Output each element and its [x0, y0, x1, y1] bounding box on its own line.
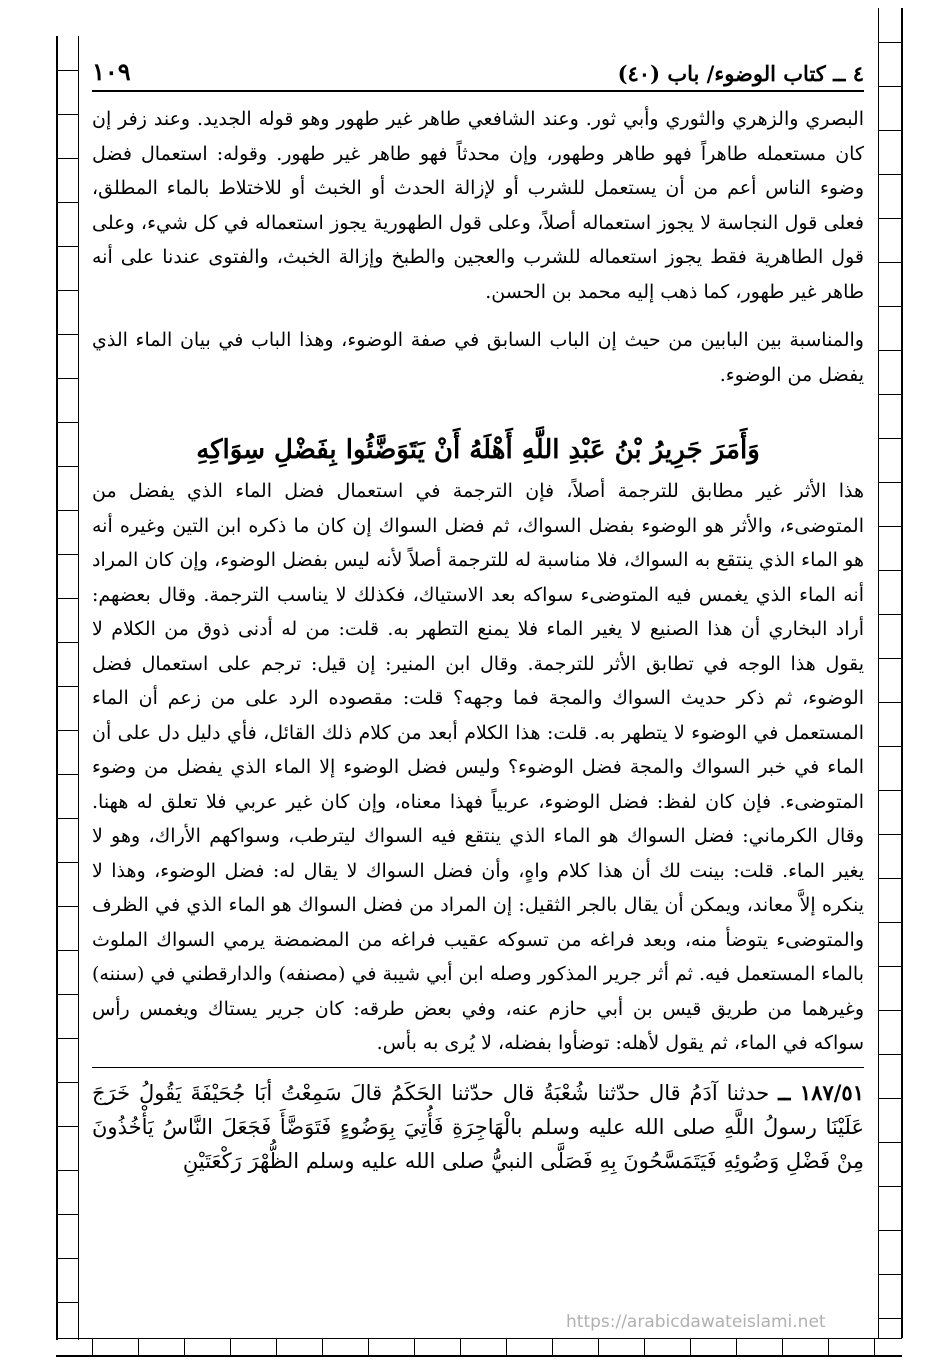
- paragraph-2: والمناسبة بين البابين من حيث إن الباب السابق في صفة الوضوء، وهذا الباب في بيان الماء الذي يفضل من الوضوء.: [92, 329, 864, 386]
- page-number: ١٠٩: [92, 57, 131, 86]
- page-border-left: [56, 36, 79, 1340]
- hadith-number: ١٨٧/٥١ ــ: [778, 1079, 864, 1105]
- watermark-url: https://arabicdawateislami.net: [566, 1312, 826, 1332]
- page-border-right: [878, 8, 903, 1338]
- hadith-block: [92, 1076, 864, 1178]
- book-page: [92, 58, 864, 1338]
- section-heading: وَأَمَرَ جَرِيرُ بْنُ عَبْدِ اللَّهِ أَهْلَهُ أَنْ يَتَوَضَّئُوا بِفَضْلِ سِوَاكِهِ: [196, 435, 760, 465]
- page-header: [92, 58, 864, 92]
- hadith-text: حدثنا آدَمُ قال حدّثنا شُعْبَةُ قال حدّثنا الحَكَمُ قالَ سَمِعْتُ أبَا جُحَيْفَةَ يَقُولُ خَرَجَ عَلَيْنَا رسولُ اللَّهِ صلى الله عليه وسلم بالْهَاجِرَةِ فَأُتِيَ بِوَضُوءٍ فَتَوَضَّأَ فَجَعَلَ النَّاسُ يَأْخُذُونَ مِنْ فَضْلِ وَضُوئِهِ فَيَتَمَسَّحُونَ بِهِ فَصَلَّى النبيُّ صلى الله عليه وسلم الظُّهْرَ رَكْعَتَيْنِ: [92, 1080, 864, 1173]
- running-head: ٤ ــ كتاب الوضوء/ باب (٤٠): [617, 61, 864, 86]
- page-border-bottom: [56, 1338, 902, 1357]
- paragraph-3: هذا الأثر غير مطابق للترجمة أصلاً، فإن الترجمة في استعمال فضل الماء الذي يفضل من المتوضىء، والأثر هو الوضوء بفضل السواك، ثم فضل السواك إن كان ما ذكره ابن التين وغيره أنه هو الماء الذي ينتقع به السواك، فلا مناسبة له للترجمة أصلاً لأنه ليس بفضل الوضوء، وإن كان المراد أنه الماء الذي يغمس فيه المتوضىء سواكه بعد الاستياك، فكذلك لا يناسب الترجمة. وقال بعضهم: أراد البخاري أن هذا الصنيع لا يغير الماء فلا يمنع التطهر به. قلت: من له أدنى ذوق من الكلام لا يقول هذا الوجه في تطابق الأثر للترجمة. وقال ابن المنير: إن قيل: ترجم على استعمال فضل الوضوء، ثم ذكر حديث السواك والمجة فما وجهه؟ قلت: مقصوده الرد على من زعم أن الماء المستعمل في الوضوء لا يتطهر به. قلت: هذا الكلام أبعد من كلام ذلك القائل، فأي دليل دل على أن الماء في خبر السواك والمجة فضل الوضوء؟ وليس فضل الوضوء إلا الماء الذي يفضل من وضوء المتوضىء. فإن كان لفظ: فضل الوضوء، عربياً فهذا معناه، وإن كان غير عربي فلا تعلق له ههنا. وقال الكرماني: فضل السواك هو الماء الذي ينتقع فيه السواك ليترطب، وسواكهم الأراك، وهو لا يغير الماء. قلت: بينت لك أن هذا كلام واهٍ، وأن فضل السواك لا يقال له: فضل الوضوء، وهذا لا ينكره إلاَّ معاند، ويمكن أن يقال بالجر الثقيل: إن المراد من فضل السواك هو الماء الذي في الظرف والمتوضىء يتوضأ منه، وبعد فراغه من تسوكه عقيب فراغه من المضمضة يرمي السواك الملوث بالماء المستعمل فيه. ثم أثر جرير المذكور وصله ابن أبي شيبة في (مصنفه) والدارقطني في (سننه) وغيرهما من طريق قيس بن أبي حازم عنه، وفي بعض طرقه: كان جرير يستاك ويغمس رأس سواكه في الماء، ثم يقول لأهله: توضأوا بفضله، لا يُرى به بأس.: [92, 480, 864, 1054]
- paragraph-1: البصري والزهري والثوري وأبي ثور. وعند الشافعي طاهر غير طهور وهو قوله الجديد. وعند زفر إن كان مستعمله طاهراً فهو طاهر وطهور، وإن محدثاً فهو طاهر غير طهور. وقوله: استعمال فضل وضوء الناس أعم من أن يستعمل للشرب أو لإزالة الحدث أو الخبث أو للاختلاط بالماء المطلق، فعلى قول النجاسة لا يجوز استعماله أصلاً، وعلى قول الطهورية يجوز استعماله في كل شيء، وعلى قول الطاهرية فقط يجوز استعماله للشرب والعجين والطبخ وإزالة الخبث، والفتوى عندنا على أنه طاهر غير طهور، كما ذهب إليه محمد بن الحسن.: [92, 108, 864, 303]
- hadith-divider: [92, 1067, 864, 1068]
